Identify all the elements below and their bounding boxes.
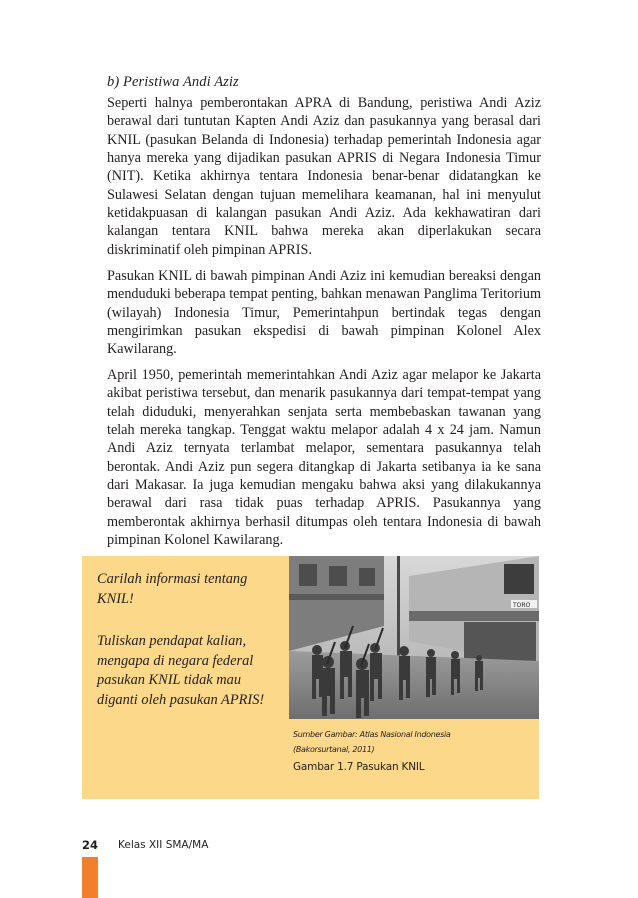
shop-sign-text: TORO [513, 602, 531, 609]
image-source-line-2: (Bakorsurtanal, 2011) [293, 745, 375, 754]
street-scene-illustration [289, 556, 539, 719]
page-number: 24 [82, 838, 99, 852]
section-subheading: b) Peristiwa Andi Aziz [107, 74, 239, 90]
paragraph-1: Seperti halnya pemberontakan APRA di Bandung, peristiwa Andi Aziz berawal dari tuntutan Kapten Andi Aziz dan pasukannya yang berasal dari KNIL (pasukan Belanda di Indonesia) terhadap pemerintah Indonesia agar hanya mereka yang dijadikan pasukan APRIS di Negara Indonesia Timur (NIT). Ketika akhirnya tentara Indonesia benar-benar didatangkan ke Sulawesi Selatan dengan tujuan memelihara keamanan, hal ini menyulut ketidakpuasan di kalangan pasukan Andi Aziz. Ada kekhawatiran dari kalangan tentara KNIL bahwa mereka akan diperlakukan secara diskriminatif oleh pimpinan APRIS. [107, 95, 541, 258]
image-source-line-1: Sumber Gambar: Atlas Nasional Indonesia [293, 730, 451, 739]
paragraph-3: April 1950, pemerintah memerintahkan Andi Aziz agar melapor ke Jakarta akibat peristiwa tersebut, dan menarik pasukannya dari tempat-tempat yang telah diduduki, menyerahkan senjata serta membebaskan tawanan yang telah mereka tangkap. Tenggat waktu melapor adalah 4 x 24 jam. Namun Andi Aziz ternyata terlambat melapor, sementara pasukannya telah berontak. Andi Aziz pun segera ditangkap di Jakarta setibanya ia ke sana dari Makasar. Ia juga kemudian mengaku bahwa aksi yang dilakukannya berawal dari rasa tidak puas terhadap APRIS. Pasukannya yang memberontak akhirnya berhasil ditumpas oleh tentara Indonesia di bawah pimpinan Kolonel Kawilarang. [107, 367, 541, 549]
figure-caption: Gambar 1.7 Pasukan KNIL [293, 761, 425, 773]
running-head: Kelas XII SMA/MA [118, 839, 209, 851]
activity-task-1: Carilah informasi tentang KNIL! [97, 571, 248, 607]
paragraph-2: Pasukan KNIL di bawah pimpinan Andi Aziz ini kemudian bereaksi dengan menduduki beberapa tempat penting, bahkan menawan Panglima Teritorium (wilayah) Indonesia Timur, Pemerintahpun bertindak tegas dengan mengirimkan pasukan ekspedisi di bawah pimpinan Kolonel Alex Kawilarang. [107, 268, 541, 358]
activity-task-2: Tuliskan pendapat kalian, mengapa di negara federal pasukan KNIL tidak mau diganti oleh pasukan APRIS! [97, 633, 265, 708]
footer-accent-bar [82, 857, 98, 898]
knil-troops-photo [289, 556, 539, 719]
